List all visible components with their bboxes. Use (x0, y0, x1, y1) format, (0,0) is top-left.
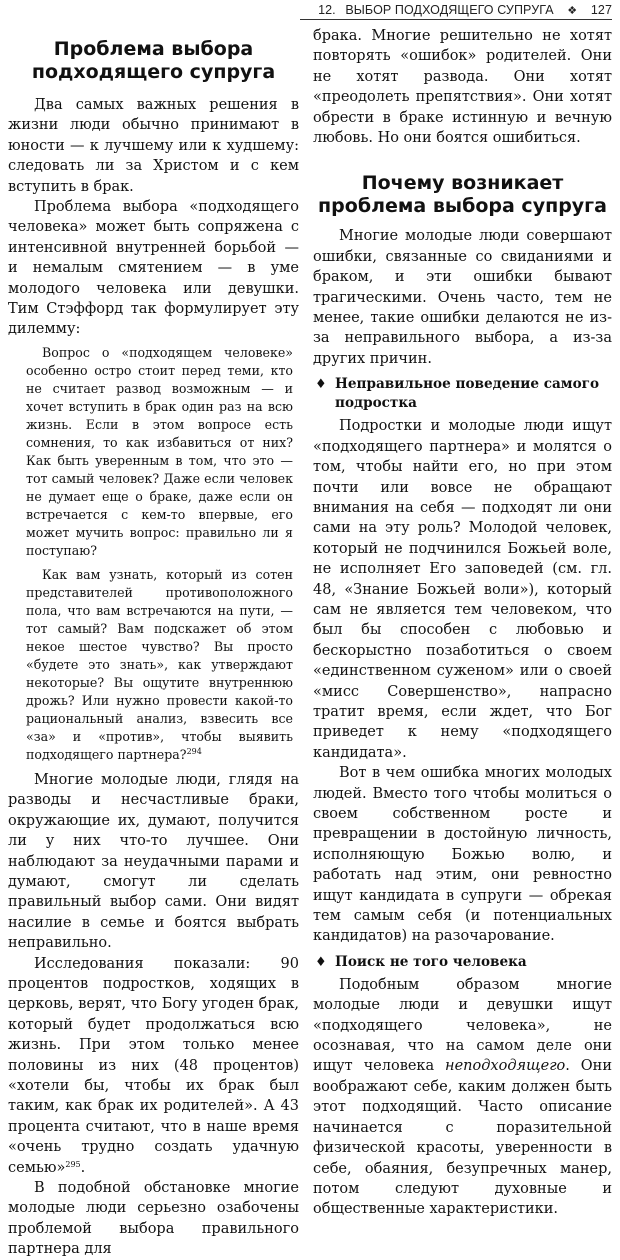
header-rule (300, 19, 612, 20)
footnote-ref: 295 (65, 1159, 81, 1169)
chapter-title: ВЫБОР ПОДХОДЯЩЕГО СУПРУГА (345, 3, 554, 17)
paragraph: Многие молодые люди, глядя на разводы и несчастливые браки, окружающие их, думают, получится ли у них что-то лучшее. Они наблюдают за неудачными парами и думают, смогут ли сделать правильный выбор сами. Они видят насилие в семье и боятся выбрать неправильно. (8, 771, 299, 952)
paragraph (313, 975, 612, 1220)
right-column (313, 26, 612, 1220)
subheading (313, 375, 612, 413)
subheading-text: Неправильное поведение самого подростка (335, 376, 600, 412)
paragraph: Подростки и молодые люди ищут «подходящего партнера» и молятся о том, чтобы найти его, но при этом почти или вовсе не обращают внимания на себя — подходят ли они сами на эту роль? Молодой человек, который не подчинился Божьей воле, не исполняет Его заповедей (см. гл. 48, «Знание Божьей воли»), который сам не является тем человеком, что был бы способен с любовью и бескорыстно позаботиться о своем «единственном суженом» или о своей «мисс Совершенство», напрасно тратит время, если ждет, что Бог приведет к нему «подходящего кандидата». (313, 418, 612, 761)
quote-paragraph: Вопрос о «подходящем человеке» особенно остро стоит перед теми, кто не считает развод возможным — и хочет вступить в брак один раз на всю жизнь. Если в этом вопросе есть сомнения, то как избавиться от них? Как быть уверенным в том, что это — тот самый человек? Даже если человек не думает еще о браке, даже если он встречается с кем-то впервые, его может мучить вопрос: правильно ли я поступаю? (26, 344, 293, 558)
diamond-bullet-icon: ♦ (315, 377, 327, 393)
paragraph (8, 954, 299, 1178)
paragraph: Вот в чем ошибка многих молодых людей. Вместо того чтобы молиться о своем собственном росте и превращении в достойную личность, исполняющую Божью волю, и работать над этим, они ревностно ищут кандидата в супруги — обрекая тем самым себя (и потенциальных кандидатов) на разочарование. (313, 765, 612, 945)
left-column (8, 28, 299, 1260)
paragraph-text: . Они воображают себе, каким должен быть этот подходящий. Часто описание начинается с поразительной физической красоты, уверенности в себе, обаяния, безупречных манер, потом следуют духовные и общественные характеристики. (313, 1058, 612, 1218)
emphasis: неподходящего (445, 1058, 566, 1075)
paragraph-text: Подобным образом многие молодые люди и девушки ищут «подходящего человека», не осознавая, что на самом деле они ищут человека (313, 976, 612, 1075)
ornament-icon: ❖ (567, 5, 578, 17)
subheading-text: Поиск не того человека (335, 953, 527, 970)
paragraph: Многие молодые люди совершают ошибки, связанные со свиданиями и браком, и эти ошибки бывают трагическими. Очень часто, тем не менее, такие ошибки делаются не из-за неправильного выбора, а из-за других причин. (313, 228, 612, 367)
punctuation: . (80, 1159, 86, 1176)
running-header (300, 0, 612, 20)
quote-text: Как вам узнать, который из сотен представителей противоположного пола, что вам встречаются на пути, — тот самый? Вам подскажет об этом некое шестое чувство? Вы просто «будете это знать», как утверждают некоторые? Вы ощутите внутреннюю дрожь? Или нужно провести какой-то рациональный анализ, взвесить все «за» и «против», чтобы выявить подходящего партнера? (26, 566, 293, 762)
paragraph: В подобной обстановке многие молодые люди серьезно озабочены проблемой выбора правильного партнера для (8, 1180, 299, 1258)
section-heading-left: Проблема выбора подходящего супруга (31, 38, 276, 83)
diamond-bullet-icon: ♦ (315, 954, 327, 970)
block-quote (26, 344, 293, 764)
page-number: 127 (590, 3, 612, 17)
paragraph: брака. Многие решительно не хотят повторять «ошибок» родителей. Они не хотят развода. Они хотят «преодолеть препятствия». Они хотят обрести в браке истинную и вечную любовь. Но они боятся ошибиться. (313, 28, 612, 147)
paragraph-text: Исследования показали: 90 процентов подростков, ходящих в церковь, верят, что Богу угоден брак, который будет продолжаться всю жизнь. При этом только менее половины из них (48 процентов) «хотели бы, чтобы их брак был таким, как брак их родителей». А 43 процента считают, что в наше время «очень трудно создать удачную семью» (8, 955, 299, 1176)
subheading (313, 953, 612, 972)
footnote-ref: 294 (186, 746, 202, 756)
paragraph: Два самых важных решения в жизни люди обычно принимают в юности — к лучшему или к худшему: следовать ли за Христом и с кем вступить в брак. (8, 97, 299, 195)
section-heading-right: Почему возникает проблема выбора супруга (318, 172, 607, 218)
quote-paragraph (26, 566, 293, 764)
chapter-number: 12. (318, 3, 336, 17)
paragraph: Проблема выбора «подходящего человека» может быть сопряжена с интенсивной внутренней борьбой — и немалым смятением — в уме молодого человека или девушки. Тим Стэффорд так формулирует эту дилемму: (8, 199, 299, 338)
